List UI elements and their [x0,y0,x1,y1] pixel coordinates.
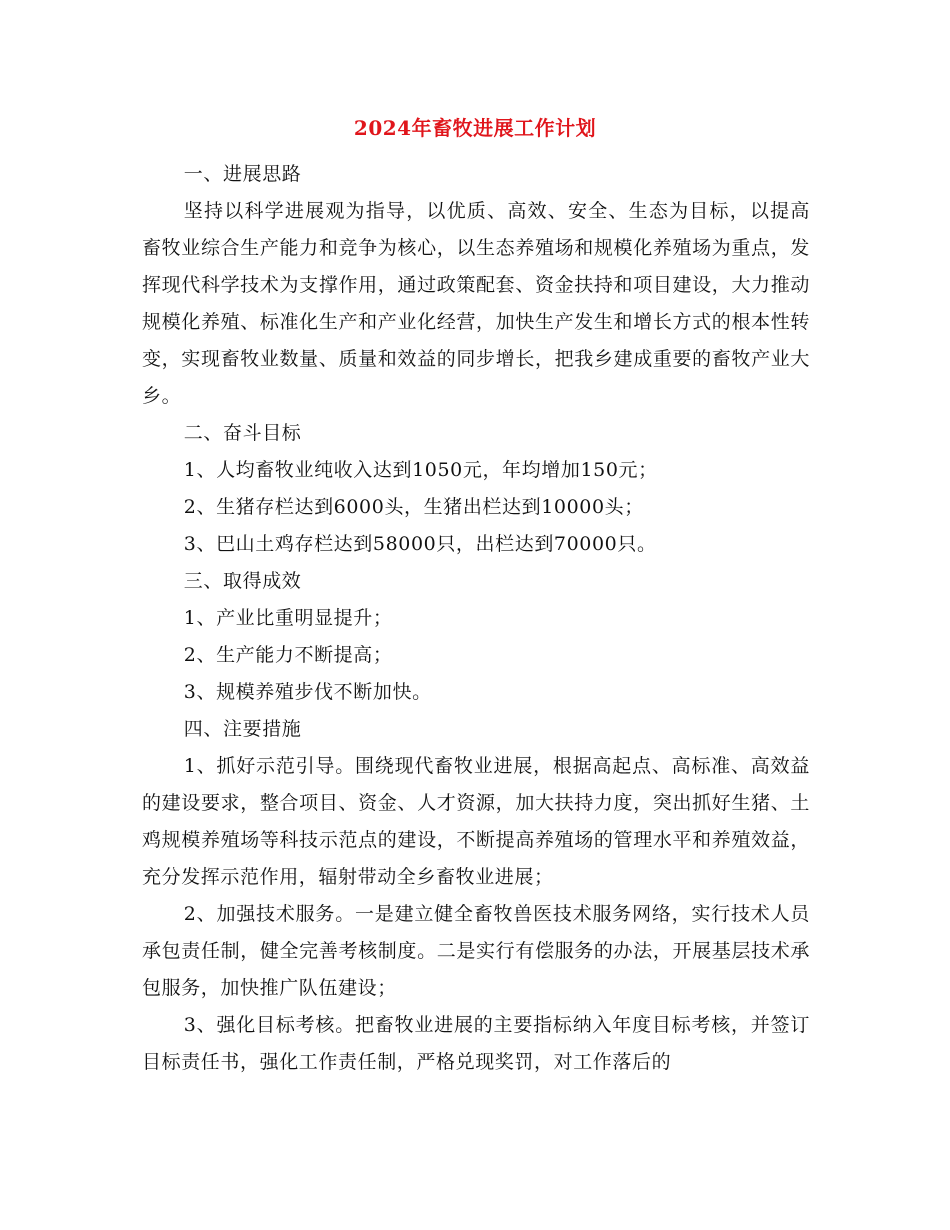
list-item: 2、生产能力不断提高； [183,644,393,666]
list-item: 1、产业比重明显提升； [183,607,393,629]
paragraph-measure-3: 3、强化目标考核。把畜牧业进展的主要指标纳入年度目标考核，并签订目标责任书，强化工作责任制，严格兑现奖罚，对工作落后的 [142,1014,810,1073]
document-body [142,156,810,1081]
section-heading-1: 一、进展思路 [183,163,302,185]
list-item: 3、巴山土鸡存栏达到58000只，出栏达到70000只。 [183,533,657,555]
section-heading-2: 二、奋斗目标 [183,422,302,444]
list-item: 3、规模养殖步伐不断加快。 [183,681,432,703]
section-heading-3: 三、取得成效 [183,570,302,592]
section-heading-4: 四、注要措施 [183,718,302,740]
paragraph-measure-2: 2、加强技术服务。一是建立健全畜牧兽医技术服务网络，实行技术人员承包责任制，健全完善考核制度。二是实行有偿服务的办法，开展基层技术承包服务，加快推广队伍建设； [142,903,810,999]
list-item: 1、人均畜牧业纯收入达到1050元，年均增加150元； [183,459,658,481]
paragraph-measure-1: 1、抓好示范引导。围绕现代畜牧业进展，根据高起点、高标准、高效益的建设要求，整合项目、资金、人才资源，加大扶持力度，突出抓好生猪、土鸡规模养殖场等科技示范点的建设，不断提高养殖场的管理水平和养殖效益，充分发挥示范作用，辐射带动全乡畜牧业进展； [142,755,810,888]
document-title: 2024年畜牧进展工作计划 [353,116,597,140]
list-item: 2、生猪存栏达到6000头，生猪出栏达到10000头； [183,496,644,518]
paragraph-1: 坚持以科学进展观为指导，以优质、高效、安全、生态为目标，以提高畜牧业综合生产能力和竞争为核心，以生态养殖场和规模化养殖场为重点，发挥现代科学技术为支撑作用，通过政策配套、资金扶持和项目建设，大力推动规模化养殖、标准化生产和产业化经营，加快生产发生和增长方式的根本性转变，实现畜牧业数量、质量和效益的同步增长，把我乡建成重要的畜牧产业大乡。 [142,200,810,407]
